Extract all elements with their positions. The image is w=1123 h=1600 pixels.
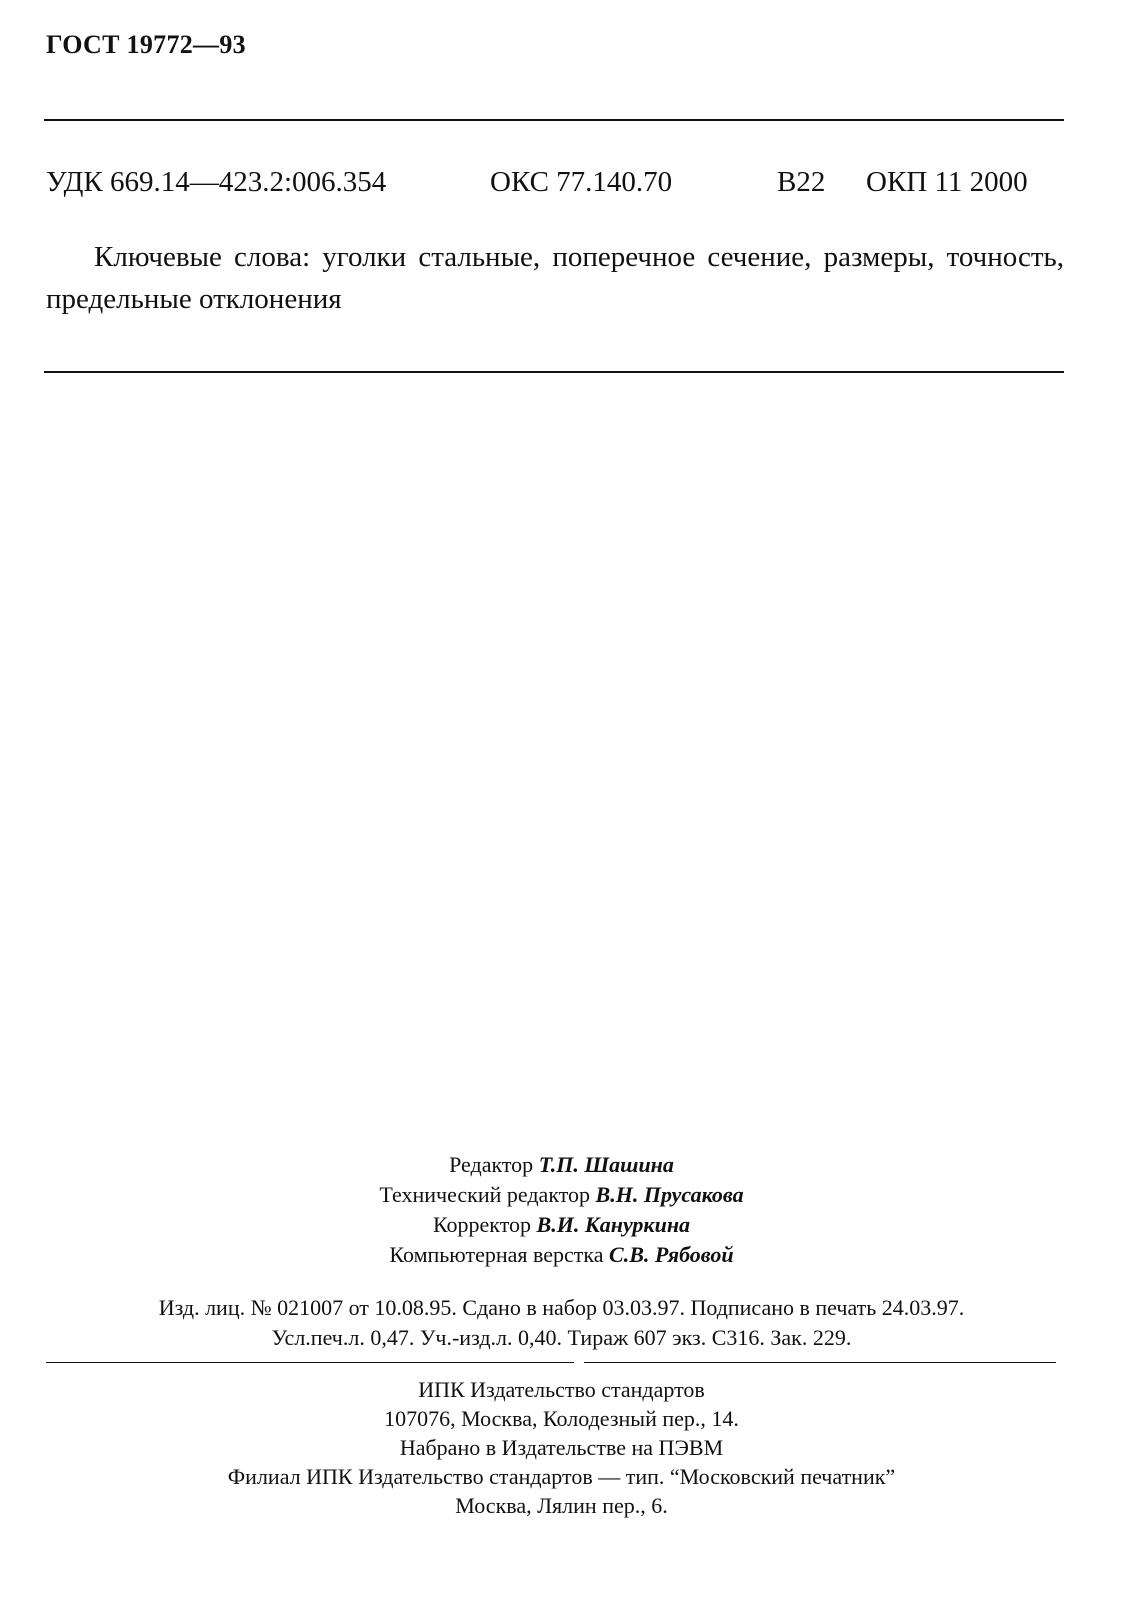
classification-codes (46, 166, 1062, 206)
credit-line (0, 1240, 1123, 1270)
credit-person: В.И. Кануркина (536, 1212, 691, 1237)
publisher-line: Филиал ИПК Издательство стандартов — тип. “Московский печатник” (227, 1464, 896, 1489)
bottom-divider-right (584, 1362, 1056, 1363)
keywords-paragraph: Ключевые слова: уголки стальные, поперечное сечение, размеры, точность, предельные отклонения (46, 241, 1064, 315)
middle-divider (44, 371, 1064, 373)
class-code: В22 (777, 166, 826, 198)
imprint-line-2: Усл.печ.л. 0,47. Уч.-изд.л. 0,40. Тираж 607 экз. С316. Зак. 229. (271, 1325, 852, 1350)
imprint-line-1: Изд. лиц. № 021007 от 10.08.95. Сдано в набор 03.03.97. Подписано в печать 24.03.97. (158, 1295, 965, 1320)
credit-person: С.В. Рябовой (609, 1242, 734, 1267)
standard-code: ГОСТ 19772—93 (46, 30, 246, 59)
top-divider (44, 119, 1064, 121)
okp-code: ОКП 11 2000 (866, 166, 1028, 198)
credit-line (0, 1210, 1123, 1240)
editorial-credits (0, 1150, 1123, 1270)
credit-line (0, 1180, 1123, 1210)
print-imprint (0, 1293, 1123, 1353)
credit-line (0, 1150, 1123, 1180)
credit-person: В.Н. Прусакова (595, 1182, 744, 1207)
publisher-line: 107076, Москва, Колодезный пер., 14. (384, 1406, 739, 1431)
credit-role: Редактор (449, 1152, 534, 1177)
publisher-info (0, 1375, 1123, 1520)
udk-code: УДК 669.14—423.2:006.354 (46, 166, 387, 198)
publisher-line: ИПК Издательство стандартов (418, 1377, 705, 1402)
credit-role: Корректор (432, 1212, 532, 1237)
credit-role: Технический редактор (379, 1182, 591, 1207)
credit-role: Компьютерная верстка (389, 1242, 604, 1267)
credit-person: Т.П. Шашина (538, 1152, 674, 1177)
publisher-line: Набрано в Издательстве на ПЭВМ (399, 1435, 724, 1460)
oks-code: ОКС 77.140.70 (490, 166, 673, 198)
publisher-line: Москва, Лялин пер., 6. (455, 1493, 668, 1518)
bottom-divider-left (46, 1362, 574, 1363)
